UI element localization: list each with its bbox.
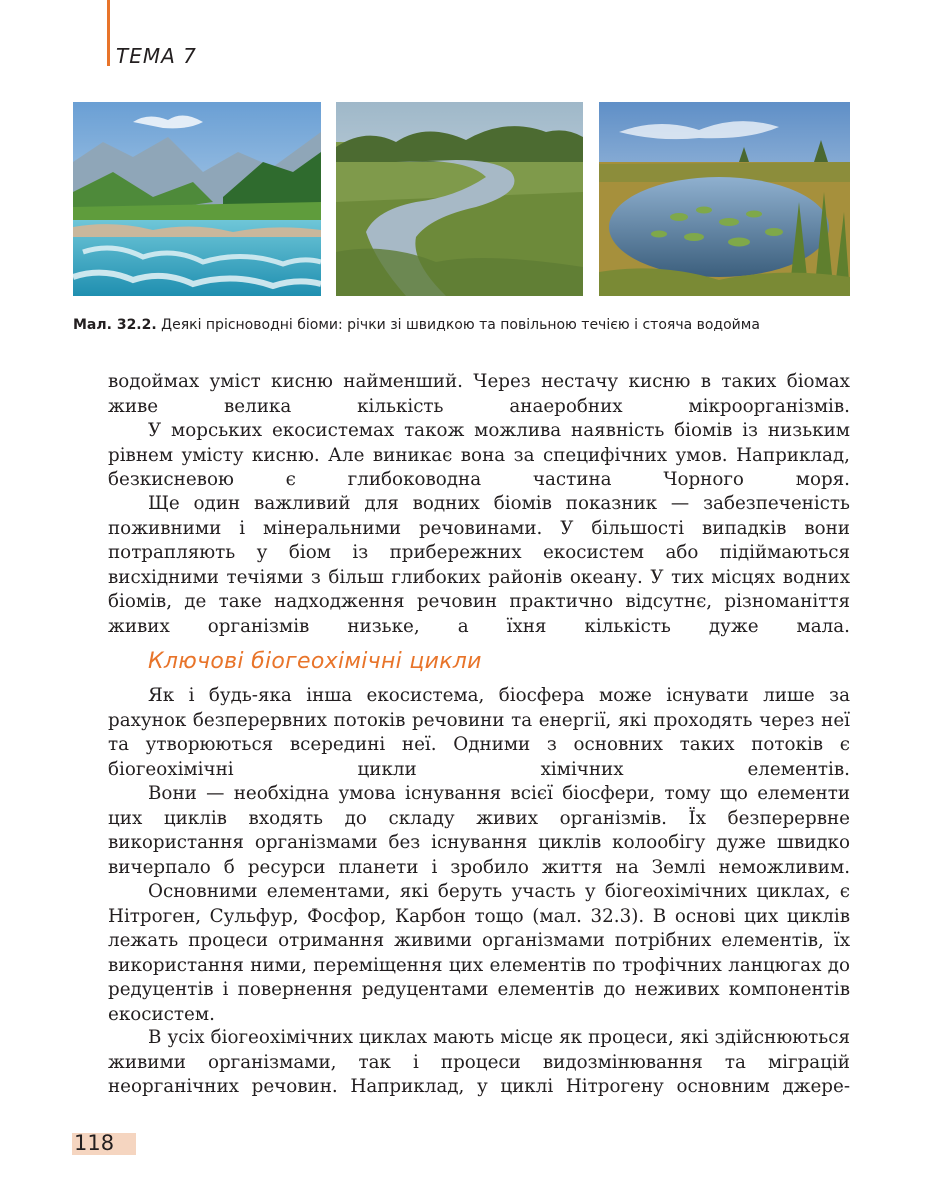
mountain-river-photo (73, 102, 321, 296)
figure-caption-label: Мал. 32.2. (73, 317, 157, 333)
paragraph-4: Як і будь-яка інша екосистема, біосфера може існувати лише за рахунок безперервних потоків речовини та енергії, які проходять через неї та утворюються всередині неї. Одними з основних таких потоків є біогеохімічні цикли хімічних елементів. (108, 685, 850, 780)
figure-caption-text: Деякі прісноводні біоми: річки зі швидкою та повільною течією і стояча водойма (156, 317, 760, 333)
figure-caption (73, 317, 873, 333)
paragraph-7: В усіх біогеохімічних циклах мають місце як процеси, які здійснюються живими організмами, так і процеси видозмінювання та міграцій неорганічних речовин. Наприклад, у циклі Нітрогену основним джере- (108, 1027, 850, 1097)
page-number: 118 (74, 1131, 115, 1155)
paragraph-6: Основними елементами, які беруть участь у біогеохімічних циклах, є Нітроген, Сульфур, Фосфор, Карбон тощо (мал. 32.3). В основі цих циклів лежать процеси отримання живими організмами потрібних елементів, їх використання ними, переміщення цих елементів по трофічних ланцюгах до редуцентів і повернення редуцентами елементів до неживих компонентів екосистем. (108, 881, 850, 1025)
topic-accent-bar (107, 0, 110, 66)
paragraph-3: Ще один важливий для водних біомів показник — забезпеченість поживними і мінеральними речовинами. У більшості випадків вони потрапляють у біом із прибережних екосистем або підіймаються висхідними течіями з більш глибоких районів океану. У тих місцях водних біомів, де таке надходження речовин практично відсутнє, різноманіття живих організмів низьке, а їхня кількість дуже мала. (108, 493, 850, 637)
section-heading: Ключові біогеохімічні цикли (148, 649, 482, 674)
paragraph-2: У морських екосистемах також можлива наявність біомів із низьким рівнем умісту кисню. Але виникає вона за специфічних умов. Наприклад, безкисневою є глибоководна частина Чорного моря. (108, 420, 850, 490)
paragraph-1: водоймах уміст кисню найменший. Через нестачу кисню в таких біомах живе велика кількість анаеробних мікроорганізмів. (108, 371, 850, 417)
topic-label: ТЕМА 7 (116, 44, 197, 68)
paragraph-5: Вони — необхідна умова існування всієї біосфери, тому що елементи цих циклів входять до складу живих організмів. Їх безперервне використання організмами без існування циклів колообігу дуже швидко вичерпало б ресурси планети і зробило життя на Землі неможливим. (108, 783, 850, 878)
pond-photo (599, 102, 850, 296)
slow-river-photo (336, 102, 583, 296)
